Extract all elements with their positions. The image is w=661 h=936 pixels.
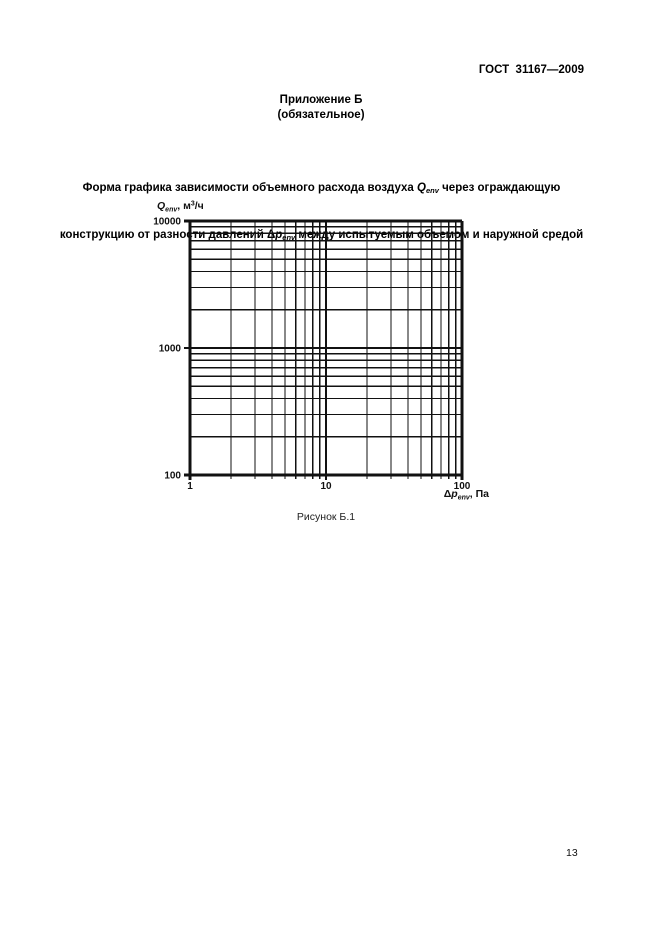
figure-title-line2-rest: между испытуемым объемом и наружной средой bbox=[295, 228, 584, 241]
appendix-title: Приложение Б bbox=[279, 94, 363, 106]
figure-chart bbox=[130, 190, 550, 520]
p-symbol: p bbox=[275, 228, 283, 241]
document-header: ГОСТ 31167—2009 bbox=[478, 64, 584, 76]
x-tick-label: 10 bbox=[320, 481, 332, 492]
y-tick-label: 10000 bbox=[153, 216, 181, 228]
y-tick-label: 1000 bbox=[158, 343, 181, 355]
figure-title-line1-rest: через ограждающую bbox=[438, 182, 561, 194]
q-subscript: env bbox=[425, 186, 439, 195]
figure-title-line2-text: конструкцию от разности давлений bbox=[59, 228, 267, 241]
figure-title-line1-text: Форма графика зависимости объемного расхода воздуха bbox=[82, 182, 418, 194]
x-axis-label: $\Delta p_{env}$, Па bbox=[443, 488, 489, 502]
q-symbol: Q bbox=[417, 182, 426, 194]
y-axis-label: $Q_{env}$, $м^3/ч$ bbox=[157, 200, 204, 214]
page-number: 13 bbox=[566, 847, 578, 859]
p-subscript: env bbox=[282, 232, 296, 242]
y-tick-label: 100 bbox=[164, 470, 181, 482]
figure-caption: Рисунок Б.1 bbox=[296, 511, 356, 523]
appendix-block bbox=[0, 93, 642, 122]
delta-symbol: Δ bbox=[267, 228, 276, 241]
x-tick-label: 1 bbox=[187, 481, 193, 492]
x-tick-label: 100 bbox=[453, 481, 471, 492]
appendix-subtitle: (обязательное) bbox=[277, 108, 365, 121]
